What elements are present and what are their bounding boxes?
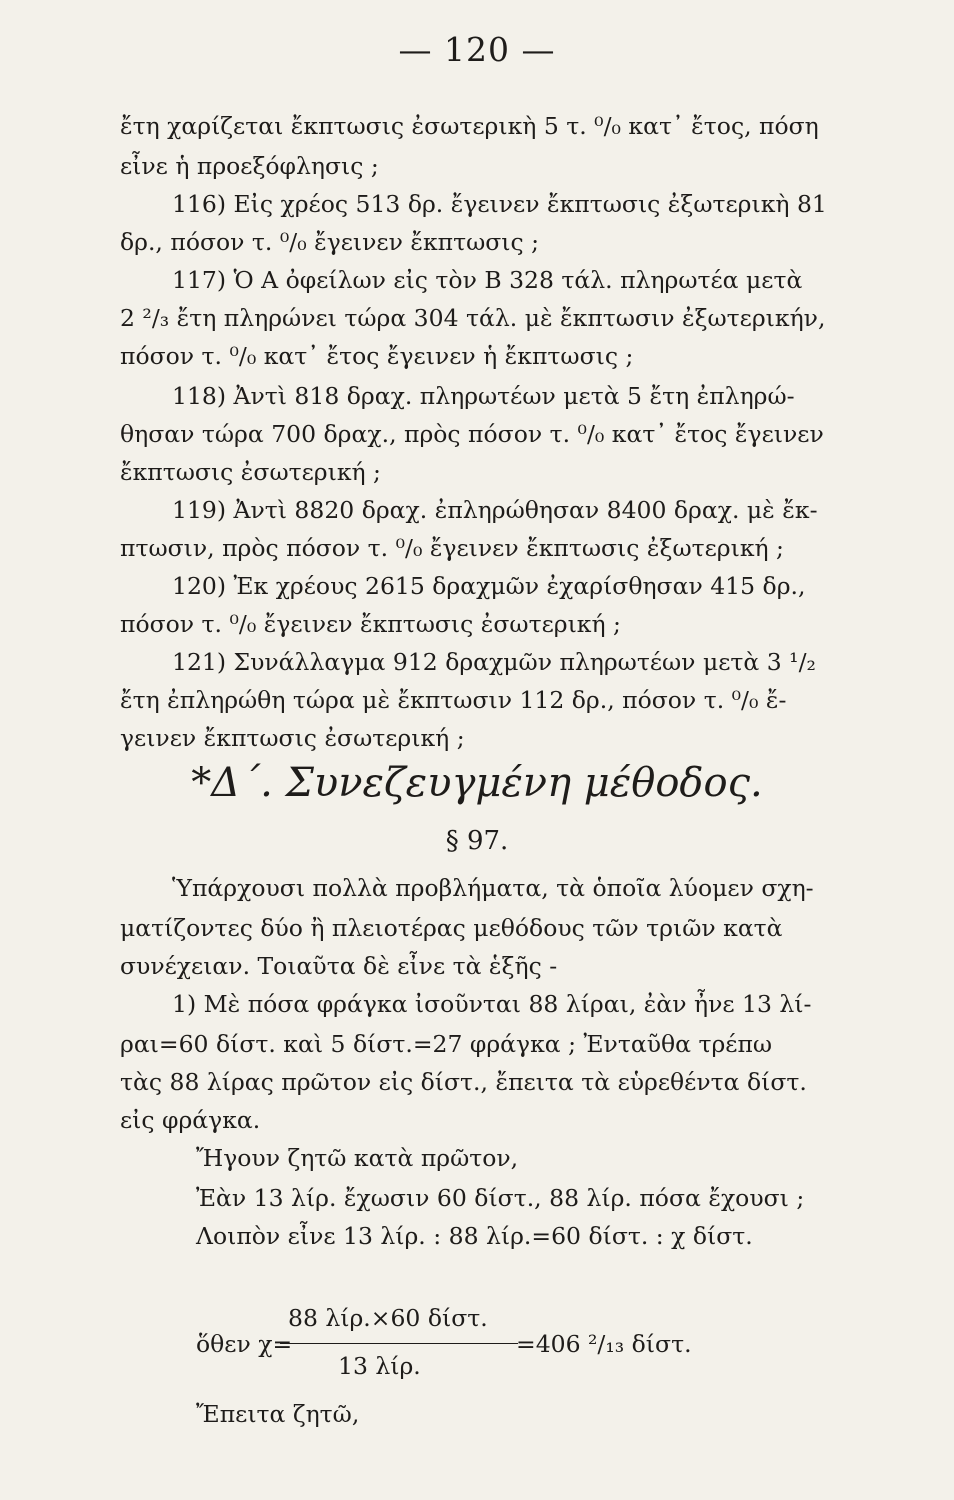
example-1: 1) Μὲ πόσα φράγκα ἰσοῦνται 88 λίραι, ἐὰν ἦνε 13 λί- (172, 990, 812, 1018)
text-line: ἔτη χαρίζεται ἔκπτωσις ἐσωτερικὴ 5 τ. ⁰/₀ κατ᾽ ἔτος, πόση (120, 112, 819, 140)
problem-120: 120) Ἐκ χρέους 2615 δραχμῶν ἐχαρίσθησαν 415 δρ., (172, 572, 806, 600)
paragraph-line: ραι=60 δίστ. καὶ 5 δίστ.=27 φράγκα ; Ἐνταῦθα τρέπω (120, 1030, 773, 1058)
final-line: Ἔπειτα ζητῶ, (196, 1400, 360, 1428)
paragraph-line: Ἤγουν ζητῶ κατὰ πρῶτον, (196, 1144, 519, 1172)
text-line: εἶνε ἡ προεξόφλησις ; (120, 152, 379, 180)
problem-116: 116) Εἰς χρέος 513 δρ. ἔγεινεν ἔκπτωσις ἐξωτερικὴ 81 (172, 190, 827, 218)
text-line: ἔκπτωσις ἐσωτερική ; (120, 458, 381, 486)
problem-118: 118) Ἀντὶ 818 δραχ. πληρωτέων μετὰ 5 ἔτη ἐπληρώ- (172, 382, 795, 410)
text-line: 2 ²/₃ ἔτη πληρώνει τώρα 304 τάλ. μὲ ἔκπτωσιν ἐξωτερικήν, (120, 304, 826, 332)
formula-denominator: 13 λίρ. (338, 1352, 421, 1380)
problem-119: 119) Ἀντὶ 8820 δραχ. ἐπληρώθησαν 8400 δραχ. μὲ ἔκ- (172, 496, 818, 524)
text-line: πόσον τ. ⁰/₀ ἔγεινεν ἔκπτωσις ἐσωτερική ; (120, 610, 621, 638)
paragraph-line: εἰς φράγκα. (120, 1106, 261, 1134)
formula-numerator: 88 λίρ.×60 δίστ. (288, 1304, 488, 1332)
formula-lhs: ὅθεν χ= (196, 1330, 293, 1358)
paragraph-line: Λοιπὸν εἶνε 13 λίρ. : 88 λίρ.=60 δίστ. : χ δίστ. (196, 1222, 753, 1250)
section-number: § 97. (445, 826, 509, 856)
paragraph-line: Ἐὰν 13 λίρ. ἔχωσιν 60 δίστ., 88 λίρ. πόσα ἔχουσι ; (196, 1184, 805, 1212)
paragraph-line: ματίζοντες δύο ἢ πλειοτέρας μεθόδους τῶν τριῶν κατὰ (120, 914, 783, 942)
formula-result: =406 ²/₁₃ δίστ. (516, 1330, 692, 1358)
text-line: ἔτη ἐπληρώθη τώρα μὲ ἔκπτωσιν 112 δρ., πόσον τ. ⁰/₀ ἔ- (120, 686, 787, 714)
text-line: γεινεν ἔκπτωσις ἐσωτερική ; (120, 724, 465, 752)
text-line: θησαν τώρα 700 δραχ., πρὸς πόσον τ. ⁰/₀ κατ᾽ ἔτος ἔγεινεν (120, 420, 824, 448)
page-number: — 120 — (398, 30, 556, 69)
text-line: πτωσιν, πρὸς πόσον τ. ⁰/₀ ἔγεινεν ἔκπτωσις ἐξωτερική ; (120, 534, 784, 562)
paragraph-line: Ὑπάρχουσι πολλὰ προβλήματα, τὰ ὁποῖα λύομεν σχη- (172, 874, 814, 902)
problem-117: 117) Ὁ Α ὀφείλων εἰς τὸν Β 328 τάλ. πληρωτέα μετὰ (172, 266, 803, 294)
paragraph-line: συνέχειαν. Τοιαῦτα δὲ εἶνε τὰ ἑξῆς - (120, 952, 558, 980)
text-line: πόσον τ. ⁰/₀ κατ᾽ ἔτος ἔγεινεν ἡ ἔκπτωσις ; (120, 342, 634, 370)
paragraph-line: τὰς 88 λίρας πρῶτον εἰς δίστ., ἔπειτα τὰ εὑρεθέντα δίστ. (120, 1068, 807, 1096)
problem-121: 121) Συνάλλαγμα 912 δραχμῶν πληρωτέων μετὰ 3 ¹/₂ (172, 648, 816, 676)
section-heading: *Δ΄. Συνεζευγμένη μέθοδος. (191, 760, 763, 806)
fraction-bar (280, 1343, 518, 1344)
text-line: δρ., πόσον τ. ⁰/₀ ἔγεινεν ἔκπτωσις ; (120, 228, 540, 256)
